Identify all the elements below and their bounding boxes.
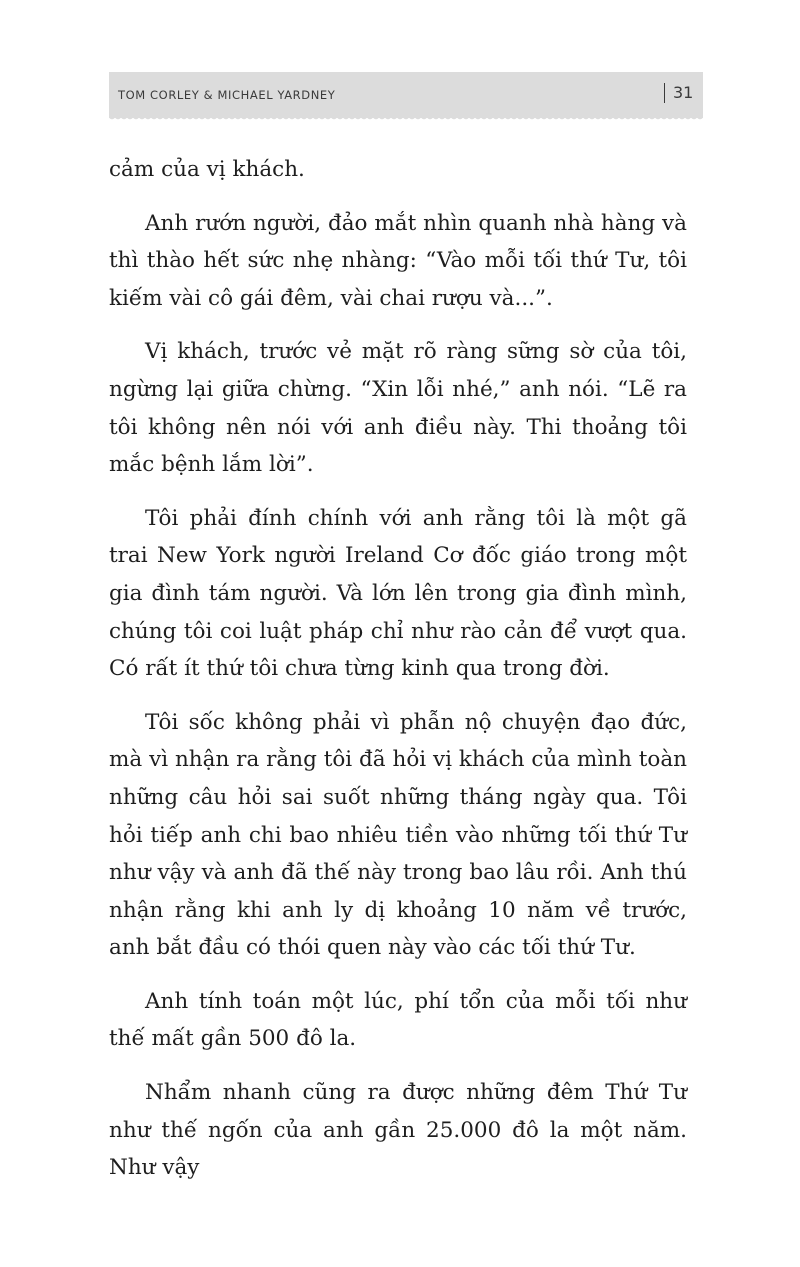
paragraph-continued: cảm của vị khách.	[109, 157, 305, 182]
paragraph: Anh tính toán một lúc, phí tổn của mỗi tối như thế mất gần 500 đô la.	[109, 988, 687, 1052]
page-body	[109, 151, 687, 1203]
running-header	[109, 72, 703, 118]
header-separator	[664, 83, 665, 103]
paragraph: Nhẩm nhanh cũng ra được những đêm Thứ Tư như thế ngốn của anh gần 25.000 đô la một năm. Như vậy	[109, 1080, 687, 1181]
paragraph: Tôi phải đính chính với anh rằng tôi là một gã trai New York người Ireland Cơ đốc giáo trong một gia đình tám người. Và lớn lên trong gia đình mình, chúng tôi coi luật pháp chỉ như rào cản để vượt qua. Có rất ít thứ tôi chưa từng kinh qua trong đời.	[109, 505, 687, 682]
page-number: 31	[673, 83, 694, 102]
paragraph: Vị khách, trước vẻ mặt rõ ràng sững sờ của tôi, ngừng lại giữa chừng. “Xin lỗi nhé,” anh nói. “Lẽ ra tôi không nên nói với anh điều này. Thi thoảng tôi mắc bệnh lắm lời”.	[109, 339, 687, 478]
paragraph: Anh rướn người, đảo mắt nhìn quanh nhà hàng và thì thào hết sức nhẹ nhàng: “Vào mỗi tối thứ Tư, tôi kiếm vài cô gái đêm, vài chai rượu và...”.	[109, 210, 687, 311]
header-author: TOM CORLEY & MICHAEL YARDNEY	[118, 88, 336, 102]
paragraph: Tôi sốc không phải vì phẫn nộ chuyện đạo đức, mà vì nhận ra rằng tôi đã hỏi vị khách của mình toàn những câu hỏi sai suốt những tháng ngày qua. Tôi hỏi tiếp anh chi bao nhiêu tiền vào những tối thứ Tư như vậy và anh đã thế này trong bao lâu rồi. Anh thú nhận rằng khi anh ly dị khoảng 10 năm về trước, anh bắt đầu có thói quen này vào các tối thứ Tư.	[109, 709, 687, 961]
